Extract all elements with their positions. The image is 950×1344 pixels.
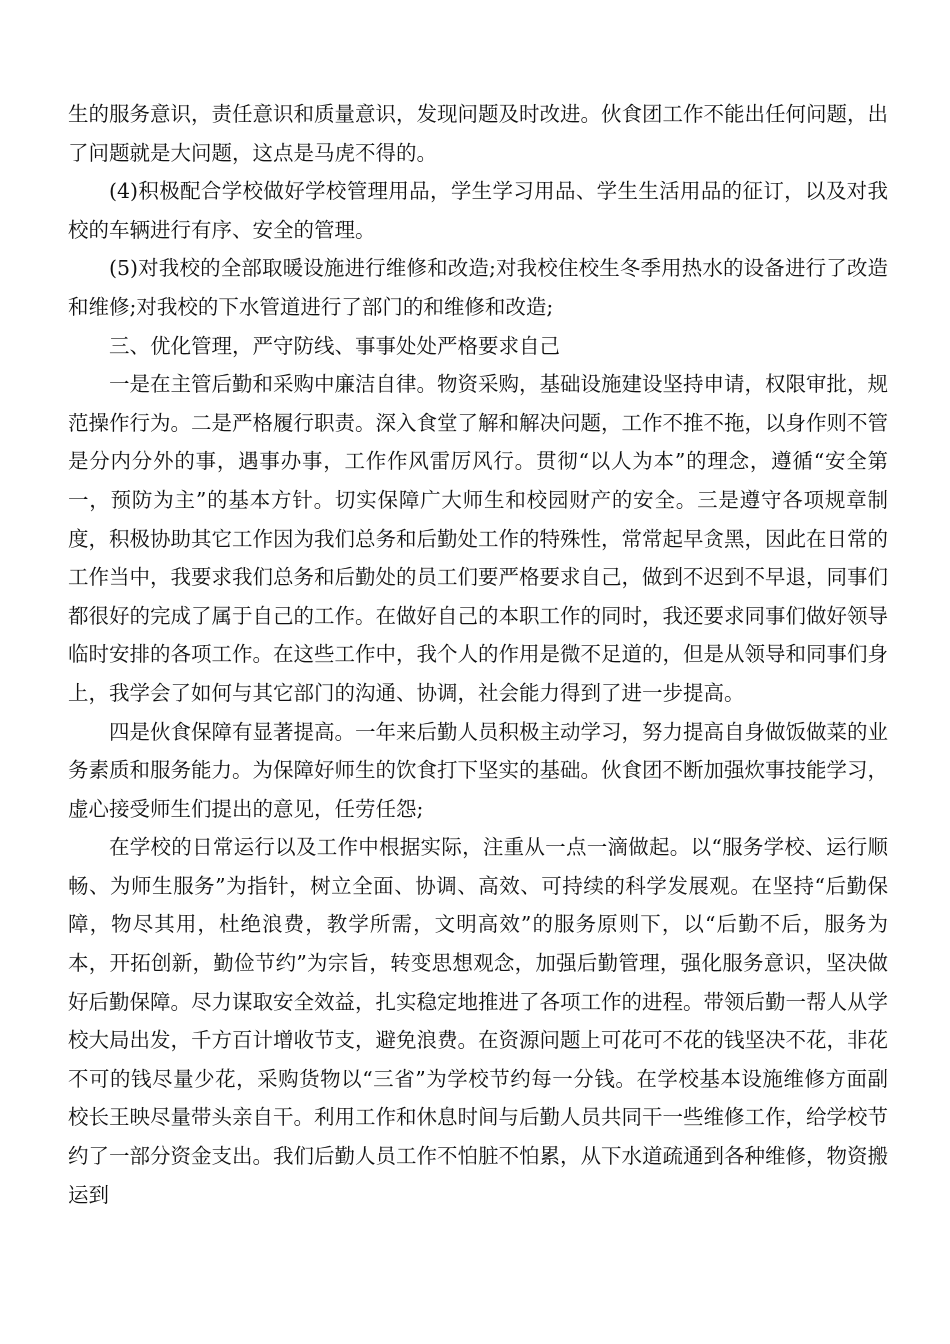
paragraph-daily-operations: 在学校的日常运行以及工作中根据实际，注重从一点一滴做起。以“服务学校、运行顺畅、为师生服务”为指针，树立全面、协调、高效、可持续的科学发展观。在坚持“后勤保障，物尽其用，杜绝浪费，教学所需，文明高效”的服务原则下，以“后勤不后，服务为本，开拓创新，勤俭节约”为宗旨，转变思想观念，加强后勤管理，强化服务意识，坚决做好后勤保障。尽力谋取安全效益，扎实稳定地推进了各项工作的进程。带领后勤一帮人从学校大局出发，千方百计增收节支，避免浪费。在资源问题上可花可不花的钱坚决不花，非花不可的钱尽量少花，采购货物以“三省”为学校节约每一分钱。在学校基本设施维修方面副校长王映尽量带头亲自干。利用工作和休息时间与后勤人员共同干一些维修工作，给学校节约了一部分资金支出。我们后勤人员工作不怕脏不怕累，从下水道疏通到各种维修，物资搬运到 [68, 835, 888, 1207]
paragraph-item-4: (4)积极配合学校做好学校管理用品，学生学习用品、学生生活用品的征订，以及对我校的车辆进行有序、安全的管理。 [68, 179, 888, 242]
document-page [68, 95, 888, 1214]
paragraph-item-5: (5)对我校的全部取暖设施进行维修和改造;对我校住校生冬季用热水的设备进行了改造和维修;对我校的下水管道进行了部门的和维修和改造; [68, 256, 888, 319]
section-heading-3: 三、优化管理，严守防线、事事处处严格要求自己 [109, 333, 560, 358]
paragraph-continuation: 生的服务意识，责任意识和质量意识，发现问题及时改进。伙食团工作不能出任何问题，出了问题就是大问题，这点是马虎不得的。 [68, 102, 888, 165]
paragraph-integrity: 一是在主管后勤和采购中廉洁自律。物资采购，基础设施建设坚持申请，权限审批，规范操作行为。二是严格履行职责。深入食堂了解和解决问题，工作不推不拖，以身作则不管是分内分外的事，遇事办事，工作作风雷厉风行。贯彻“以人为本”的理念，遵循“安全第一，预防为主”的基本方针。切实保障广大师生和校园财产的安全。三是遵守各项规章制度，积极协助其它工作因为我们总务和后勤处工作的特殊性，常常起早贪黑，因此在日常的工作当中，我要求我们总务和后勤处的员工们要严格要求自己，做到不迟到不早退，同事们都很好的完成了属于自己的工作。在做好自己的本职工作的同时，我还要求同事们做好领导临时安排的各项工作。在这些工作中，我个人的作用是微不足道的，但是从领导和同事们身上，我学会了如何与其它部门的沟通、协调，社会能力得到了进一步提高。 [68, 372, 888, 705]
paragraph-catering: 四是伙食保障有显著提高。一年来后勤人员积极主动学习，努力提高自身做饭做菜的业务素质和服务能力。为保障好师生的饮食打下坚实的基础。伙食团不断加强炊事技能学习，虚心接受师生们提出的意见，任劳任怨; [68, 719, 888, 821]
